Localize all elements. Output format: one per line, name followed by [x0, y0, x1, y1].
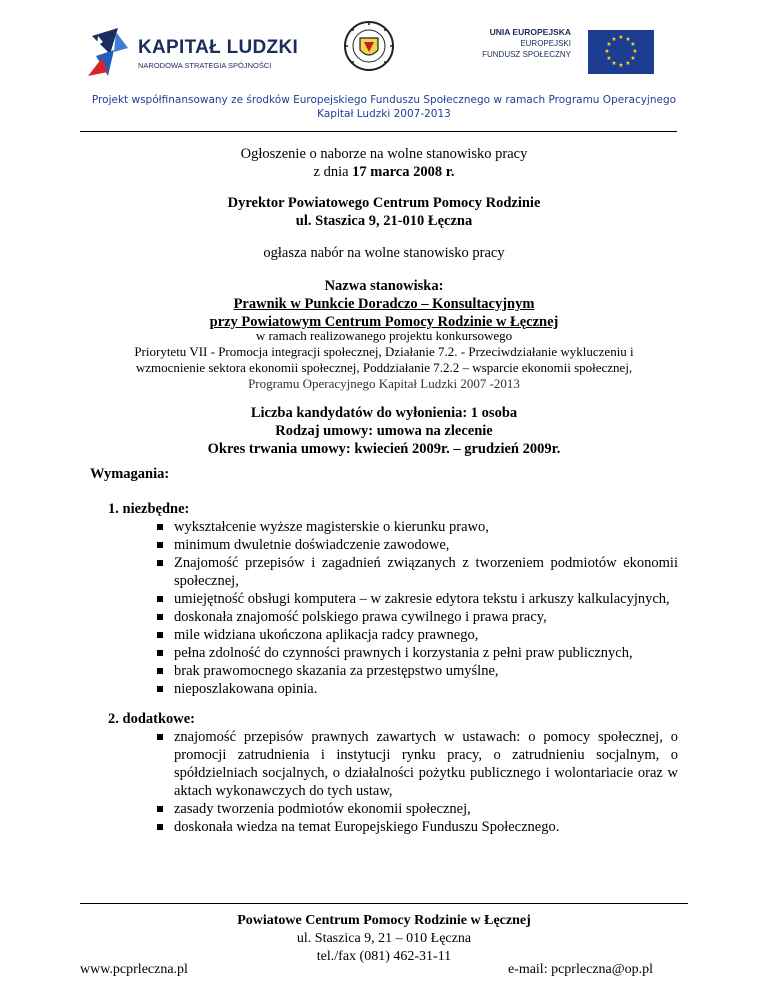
required-label: 1. niezbędne: — [108, 501, 190, 517]
svg-text:★: ★ — [630, 41, 636, 48]
svg-text:★: ★ — [625, 60, 631, 67]
announcement-date-line — [0, 163, 768, 181]
position-title-line-1: Prawnik w Punkcie Doradczo – Konsultacyjnym — [233, 296, 535, 312]
footer-email-link[interactable]: e-mail: pcprleczna@op.pl — [507, 962, 653, 977]
footer-org: Powiatowe Centrum Pomocy Rodzinie w Łęcznej — [237, 913, 531, 928]
eu-text-block — [468, 27, 571, 60]
svg-text:★: ★ — [611, 36, 617, 43]
project-desc-line-4: Programu Operacyjnego Kapitał Ludzki 2007 -2013 — [248, 376, 520, 391]
footer-address: ul. Staszica 9, 21 – 010 Łęczna — [296, 931, 472, 946]
kapital-ludzki-subtitle: NARODOWA STRATEGIA SPÓJNOŚCI — [138, 61, 272, 70]
header-divider — [80, 131, 677, 132]
kapital-ludzki-emblem-icon — [88, 28, 136, 80]
list-item: mile widziana ukończona aplikacja radcy prawnego, — [154, 626, 678, 644]
list-item: wykształcenie wyższe magisterskie o kierunku prawo, — [154, 518, 678, 536]
list-item: minimum dwuletnie doświadczenie zawodowe, — [154, 536, 678, 554]
list-item: doskonała wiedza na temat Europejskiego Funduszu Społecznego. — [154, 818, 678, 836]
svg-text:★: ★ — [632, 48, 638, 55]
list-item: pełna zdolność do czynności prawnych i korzystania z pełni praw publicznych, — [154, 644, 678, 662]
kapital-ludzki-logo — [88, 28, 299, 80]
date-prefix: z dnia — [313, 164, 353, 180]
announcement-title-block — [0, 145, 768, 181]
list-item: brak prawomocnego skazania za przestępstwo umyślne, — [154, 662, 678, 680]
additional-list — [154, 728, 678, 836]
seal-icon — [343, 20, 395, 72]
project-desc-line-2: Priorytetu VII - Promocja integracji społecznej, Działanie 7.2. - Przeciwdziałanie wykluczeniu i — [134, 344, 634, 359]
eu-efs-logo — [468, 27, 673, 77]
contract-type: Rodzaj umowy: umowa na zlecenie — [275, 423, 493, 439]
footer-phone: tel./fax (081) 462-31-11 — [316, 949, 452, 964]
announcement-title: Ogłoszenie o naborze na wolne stanowisko pracy — [240, 146, 528, 162]
required-list — [154, 518, 678, 698]
list-item: zasady tworzenia podmiotów ekonomii społecznej, — [154, 800, 678, 818]
header-logos — [0, 0, 768, 90]
announces-line: ogłasza nabór na wolne stanowisko pracy — [263, 245, 505, 261]
county-seal-logo — [343, 20, 395, 72]
position-label: Nazwa stanowiska: — [324, 278, 444, 294]
eu-line-3: FUNDUSZ SPOŁECZNY — [482, 50, 571, 59]
project-cofinancing-note — [0, 93, 768, 121]
additional-label: 2. dodatkowe: — [108, 711, 196, 727]
candidates-count: Liczba kandydatów do wyłonienia: 1 osoba — [250, 405, 518, 421]
svg-text:★: ★ — [606, 55, 612, 62]
list-item: nieposzlakowana opinia. — [154, 680, 678, 698]
eu-line-1: UNIA EUROPEJSKA — [489, 27, 571, 37]
svg-text:★: ★ — [625, 36, 631, 43]
eu-line-2: EUROPEJSKI — [520, 39, 571, 48]
list-item: Znajomość przepisów i zagadnień związanych z tworzeniem podmiotów ekonomii społecznej, — [154, 554, 678, 590]
footer-website-link[interactable]: www.pcprleczna.pl — [80, 962, 188, 977]
director-name: Dyrektor Powiatowego Centrum Pomocy Rodzinie — [227, 195, 541, 211]
svg-text:★: ★ — [618, 34, 624, 41]
project-note-line-1: Projekt współfinansowany ze środków Europejskiego Funduszu Społecznego w ramach Programu Operacyjnego — [91, 94, 677, 106]
svg-text:★: ★ — [618, 62, 624, 69]
position-block — [0, 277, 768, 331]
list-item: znajomość przepisów prawnych zawartych w ustawach: o pomocy społecznej, o promocji zatrudnienia i instytucji rynku pracy, o zatrudnieniu socjalnym, o spółdzielniach socjalnych, o działalności pożytku publicznego i wolontariacie oraz w aktach wykonawczych do tych ustaw, — [154, 728, 678, 800]
list-item: doskonała znajomość polskiego prawa cywilnego i prawa pracy, — [154, 608, 678, 626]
announcement-date: 17 marca 2008 r. — [352, 164, 455, 180]
svg-text:★: ★ — [606, 41, 612, 48]
project-desc-line-3: wzmocnienie sektora ekonomii społecznej, Poddziałanie 7.2.2 – wsparcie ekonomii społecznej, — [135, 360, 633, 375]
requirements-heading: Wymagania: — [90, 466, 170, 482]
director-address: ul. Staszica 9, 21-010 Łęczna — [295, 213, 473, 229]
footer-contact-row — [80, 962, 653, 978]
project-desc-line-1: w ramach realizowanego projektu konkursowego — [255, 328, 513, 343]
position-title-line-2: przy Powiatowym Centrum Pomocy Rodzinie w Łęcznej — [209, 314, 559, 330]
svg-text:★: ★ — [630, 55, 636, 62]
kapital-ludzki-title: KAPITAŁ LUDZKI — [138, 37, 299, 58]
project-description — [0, 328, 768, 392]
eu-flag-icon — [588, 30, 654, 74]
svg-text:★: ★ — [604, 48, 610, 55]
contract-details — [0, 404, 768, 458]
svg-text:★: ★ — [611, 60, 617, 67]
list-item: umiejętność obsługi komputera – w zakresie edytora tekstu i arkuszy kalkulacyjnych, — [154, 590, 678, 608]
director-block — [0, 194, 768, 230]
footer-divider — [80, 903, 688, 904]
footer-block — [0, 912, 768, 966]
contract-period: Okres trwania umowy: kwiecień 2009r. – grudzień 2009r. — [207, 441, 561, 457]
project-note-line-2: Kapitał Ludzki 2007-2013 — [317, 108, 451, 120]
